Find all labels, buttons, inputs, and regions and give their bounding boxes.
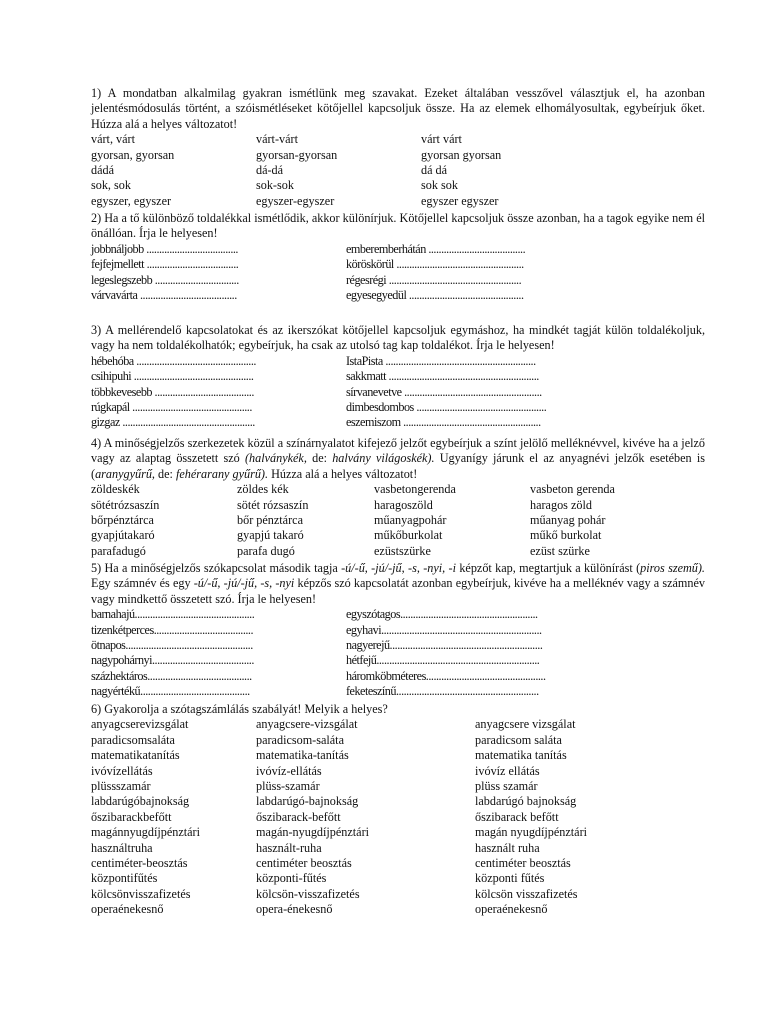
option[interactable]: dádá — [91, 163, 115, 177]
option[interactable]: központifűtés — [91, 871, 158, 886]
option-row — [91, 779, 705, 794]
fill-row — [91, 242, 705, 257]
suffix-text: -ú/-ű, -jú/-jű, -s, -nyi, -i — [341, 561, 456, 575]
fill-in-field[interactable]: fejfejmellett .................................... — [91, 257, 239, 272]
option[interactable]: használt ruha — [475, 840, 540, 855]
option[interactable]: parafa dugó — [237, 543, 295, 558]
section-4 — [91, 436, 705, 559]
fill-in-field[interactable]: eszemiszom ...................................................... — [346, 415, 541, 430]
option[interactable]: gyapjútakaró — [91, 528, 155, 543]
option[interactable]: őszibarack-befőtt — [256, 809, 341, 824]
fill-in-field[interactable]: várvavárta ...................................... — [91, 287, 237, 302]
fill-in-field[interactable]: egyhavi............................................................... — [346, 622, 542, 637]
option[interactable]: egyszer egyszer — [421, 193, 499, 208]
option[interactable]: matematika tanítás — [475, 748, 567, 763]
section-5-fields — [91, 607, 705, 699]
option[interactable]: vasbetongerenda — [374, 482, 456, 497]
option[interactable]: kölcsön-visszafizetés — [256, 886, 360, 901]
option[interactable]: műkő burkolat — [530, 528, 602, 543]
fill-in-field[interactable]: sírvanevetve ...................................................... — [346, 384, 542, 399]
option[interactable]: sok-sok — [256, 178, 294, 193]
fill-in-field[interactable]: legeslegszebb ................................. — [91, 272, 239, 287]
fill-in-field[interactable]: köröskörül .................................................. — [346, 257, 524, 272]
option-row — [91, 132, 705, 147]
option[interactable]: kölcsönvisszafizetés — [91, 886, 191, 901]
option-row — [91, 733, 705, 748]
fill-in-field[interactable]: tizenkétperces....................................... — [91, 622, 254, 637]
option-row — [91, 528, 705, 543]
fill-in-field[interactable]: nagyerejű............................................................ — [346, 638, 543, 652]
section-4-instruction — [91, 436, 705, 482]
fill-row — [91, 288, 705, 303]
fill-in-field[interactable]: egyszótagos...................................................... — [346, 607, 538, 622]
instruction-text: 4) A minőségjelzős szerkezetek közül a színárnyalatot kifejező jelzőt egybeírjuk a színt jelölő melléknévvel, kivéve ha a jelző vagy az alaptag összetett szó — [91, 436, 705, 466]
option[interactable]: dá-dá — [256, 163, 284, 177]
option[interactable]: paradicsomsaláta — [91, 732, 175, 747]
option[interactable]: plüssszamár — [91, 778, 151, 793]
fill-in-field[interactable]: nagyértékű........................................... — [91, 684, 250, 699]
fill-in-field[interactable]: sakkmatt ........................................................... — [346, 369, 539, 384]
option[interactable]: centiméter-beosztás — [91, 855, 188, 870]
option-row — [91, 887, 705, 902]
fill-row — [91, 400, 705, 415]
instruction-text: képzős szó kapcsolatát azonban egybeírjuk, kivéve ha a melléknév vagy a számnév vagy mindkettő összetett szó. Írja le helyesen! — [91, 576, 706, 606]
option[interactable]: gyorsan, gyorsan — [91, 147, 175, 162]
fill-in-field[interactable]: IstaPista ........................................................... — [346, 353, 536, 368]
section-6 — [91, 702, 705, 917]
option[interactable]: használtruha — [91, 840, 153, 855]
fill-row — [91, 273, 705, 288]
fill-in-field[interactable]: egyesegyedül ............................................. — [346, 287, 524, 302]
option[interactable]: gyorsan-gyorsan — [256, 147, 338, 162]
option[interactable]: operaénekesnő — [91, 902, 164, 917]
fill-in-field[interactable]: hébehóba ............................................... — [91, 353, 256, 368]
section-1 — [91, 86, 705, 209]
option-row — [91, 148, 705, 163]
option[interactable]: ivóvíz-ellátás — [256, 763, 322, 778]
option[interactable]: gyorsan gyorsan — [421, 147, 502, 162]
option[interactable]: magán nyugdíjpénztári — [475, 825, 588, 840]
option[interactable]: műanyagpohár — [374, 513, 447, 527]
option[interactable]: zöldeskék — [91, 482, 140, 497]
fill-in-field[interactable]: régesrégi .................................................... — [346, 272, 522, 287]
fill-row — [91, 385, 705, 400]
section-3 — [91, 323, 705, 431]
option-row — [91, 163, 705, 178]
option[interactable]: matematika-tanítás — [256, 748, 349, 763]
fill-row — [91, 607, 705, 622]
option[interactable]: anyagcsere vizsgálat — [475, 717, 576, 732]
option[interactable]: egyszer-egyszer — [256, 193, 335, 208]
fill-row — [91, 684, 705, 699]
section-6-instruction: 6) Gyakorolja a szótagszámlálás szabályát! Melyik a helyes? — [91, 702, 388, 716]
fill-row — [91, 653, 705, 668]
option-row — [91, 871, 705, 886]
fill-in-field[interactable]: többkevesebb ....................................... — [91, 384, 254, 399]
option[interactable]: magán-nyugdíjpénztári — [256, 825, 370, 840]
example-text: aranygyűrű, — [95, 466, 155, 481]
fill-row — [91, 354, 705, 369]
instruction-text: de: — [154, 466, 176, 481]
option-row — [91, 764, 705, 779]
option[interactable]: várt várt — [421, 132, 462, 147]
fill-in-field[interactable]: hétfejű................................................................ — [346, 653, 540, 668]
option[interactable]: haragos zöld — [530, 497, 592, 512]
fill-in-field[interactable]: barnahajú............................................... — [91, 607, 255, 622]
option[interactable]: használt-ruha — [256, 840, 322, 855]
section-4-options — [91, 482, 705, 559]
option[interactable]: ivóvíz ellátás — [475, 763, 540, 778]
section-6-options — [91, 717, 705, 917]
fill-in-field[interactable]: ötnapos.................................................. — [91, 638, 253, 652]
section-3-instruction: 3) A mellérendelő kapcsolatokat és az ikerszókat kötőjellel kapcsoljuk egymáshoz, ha mindkét tagját külön toldalékoljuk, vagy ha nem toldalékolhatók; egybeírjuk, ha csak az utolsó tag kap toldalékot. Írja le helyesen! — [91, 323, 705, 353]
option-row — [91, 544, 705, 559]
option[interactable]: labdarúgó-bajnokság — [256, 794, 359, 809]
option-row — [91, 482, 705, 497]
option-row — [91, 794, 705, 809]
option[interactable]: bőrpénztárca — [91, 513, 154, 527]
option-row — [91, 194, 705, 209]
option[interactable]: kölcsön visszafizetés — [475, 886, 578, 901]
example-text: (halványkék, — [244, 451, 307, 466]
option[interactable]: operaénekesnő — [475, 902, 548, 917]
instruction-text: Húzza alá a helyes változatot! — [268, 466, 418, 481]
fill-in-field[interactable]: százhektáros......................................... — [91, 668, 252, 683]
section-2 — [91, 211, 705, 303]
fill-row — [91, 369, 705, 384]
fill-in-field[interactable]: emberemberhátán ...................................... — [346, 241, 526, 256]
option[interactable]: opera-énekesnő — [256, 902, 333, 917]
option[interactable]: centiméter beosztás — [475, 855, 571, 870]
option-row — [91, 717, 705, 732]
option[interactable]: labdarúgó bajnokság — [475, 794, 577, 809]
fill-row — [91, 638, 705, 653]
option[interactable]: egyszer, egyszer — [91, 193, 172, 208]
instruction-text: Ugyanígy járunk el az anyagnévi jelzők esetében is ( — [91, 451, 705, 481]
option[interactable]: matematikatanítás — [91, 748, 180, 763]
option[interactable]: várt-várt — [256, 132, 298, 147]
section-1-options — [91, 132, 705, 209]
option[interactable]: anyagcserevizsgálat — [91, 717, 189, 732]
option[interactable]: gyapjú takaró — [237, 528, 304, 543]
option[interactable]: plüss szamár — [475, 778, 538, 793]
option[interactable]: ivóvízellátás — [91, 763, 153, 778]
section-2-fields — [91, 242, 705, 304]
fill-row — [91, 669, 705, 684]
option-row — [91, 902, 705, 917]
option-row — [91, 513, 705, 528]
option-row — [91, 825, 705, 840]
option[interactable]: paradicsom-saláta — [256, 732, 344, 747]
fill-row — [91, 415, 705, 430]
option[interactable]: anyagcsere-vizsgálat — [256, 717, 358, 732]
fill-in-field[interactable]: jobbnáljobb .................................... — [91, 241, 238, 256]
option[interactable]: műkőburkolat — [374, 528, 443, 543]
section-5 — [91, 561, 705, 700]
fill-in-field[interactable]: nagypohárnyi........................................ — [91, 653, 254, 668]
option-row — [91, 856, 705, 871]
option[interactable]: ezüstszürke — [374, 543, 431, 558]
option[interactable]: plüss-szamár — [256, 778, 320, 793]
fill-in-field[interactable]: csihipuhi ............................................... — [91, 369, 254, 384]
fill-row — [91, 623, 705, 638]
example-text: fehérarany gyűrű). — [175, 466, 269, 481]
option[interactable]: várt, várt — [91, 132, 135, 147]
option[interactable]: zöldes kék — [237, 482, 289, 497]
option-row — [91, 810, 705, 825]
section-2-instruction: 2) Ha a tő különböző toldalékkal ismétlődik, akkor különírjuk. Kötőjellel kapcsoljuk össze azonban, ha a tagok egyike nem él önállóan. Írja le helyesen! — [91, 211, 705, 241]
option[interactable]: őszibarackbefőtt — [91, 809, 172, 824]
option[interactable]: sötétrózsaszín — [91, 497, 160, 512]
fill-row — [91, 257, 705, 272]
option[interactable]: centiméter beosztás — [256, 855, 352, 870]
fill-in-field[interactable]: feketeszínű........................................................ — [346, 684, 539, 699]
suffix-text: -ú/-ű, -jú/-jű, -s, -nyi — [193, 576, 295, 591]
option[interactable]: őszibarack befőtt — [475, 809, 559, 824]
option[interactable]: sok sok — [421, 178, 458, 193]
option-row — [91, 841, 705, 856]
example-text: piros szemű). — [640, 561, 705, 575]
option[interactable]: ezüst szürke — [530, 543, 590, 558]
example-text: halvány világoskék). — [332, 451, 435, 466]
section-1-instruction: 1) A mondatban alkalmilag gyakran ismétlünk meg szavakat. Ezeket általában vesszővel választjuk el, ha azonban jelentésmódosulás történt, a szóismétléseket kötőjellel kapcsoljuk össze. Ha az elemek elhomályosultak, egybeírjuk őket. Húzza alá a helyes változatot! — [91, 86, 705, 131]
option[interactable]: parafadugó — [91, 543, 146, 558]
option-row — [91, 498, 705, 513]
instruction-text: képzőt kap, megtartjuk a különírást ( — [455, 561, 641, 575]
instruction-text: de: — [306, 451, 333, 466]
instruction-text: Egy számnév és egy — [91, 576, 194, 591]
option-row — [91, 748, 705, 763]
instruction-text: 5) Ha a minőségjelzős szókapcsolat második tagja — [91, 561, 342, 575]
fill-in-field[interactable]: háromköbméteres............................................... — [346, 668, 546, 683]
option[interactable]: sok, sok — [91, 178, 131, 193]
option[interactable]: dá dá — [421, 163, 448, 177]
fill-in-field[interactable]: rúgkapál ............................................... — [91, 399, 252, 414]
option[interactable]: központi-fűtés — [256, 871, 327, 886]
option[interactable]: sötét rózsaszín — [237, 497, 309, 512]
option[interactable]: műanyag pohár — [530, 513, 606, 527]
section-5-instruction — [91, 561, 705, 607]
option[interactable]: bőr pénztárca — [237, 513, 303, 527]
option[interactable]: labdarúgóbajnokság — [91, 794, 190, 809]
option[interactable]: központi fűtés — [475, 871, 545, 886]
fill-in-field[interactable]: dimbesdombos ................................................... — [346, 399, 547, 414]
section-3-fields — [91, 354, 705, 431]
option[interactable]: vasbeton gerenda — [530, 482, 615, 497]
option[interactable]: magánnyugdíjpénztári — [91, 825, 200, 840]
fill-in-field[interactable]: gizgaz .................................................... — [91, 415, 255, 430]
option[interactable]: haragoszöld — [374, 497, 433, 512]
option-row — [91, 178, 705, 193]
option[interactable]: paradicsom saláta — [475, 732, 562, 747]
